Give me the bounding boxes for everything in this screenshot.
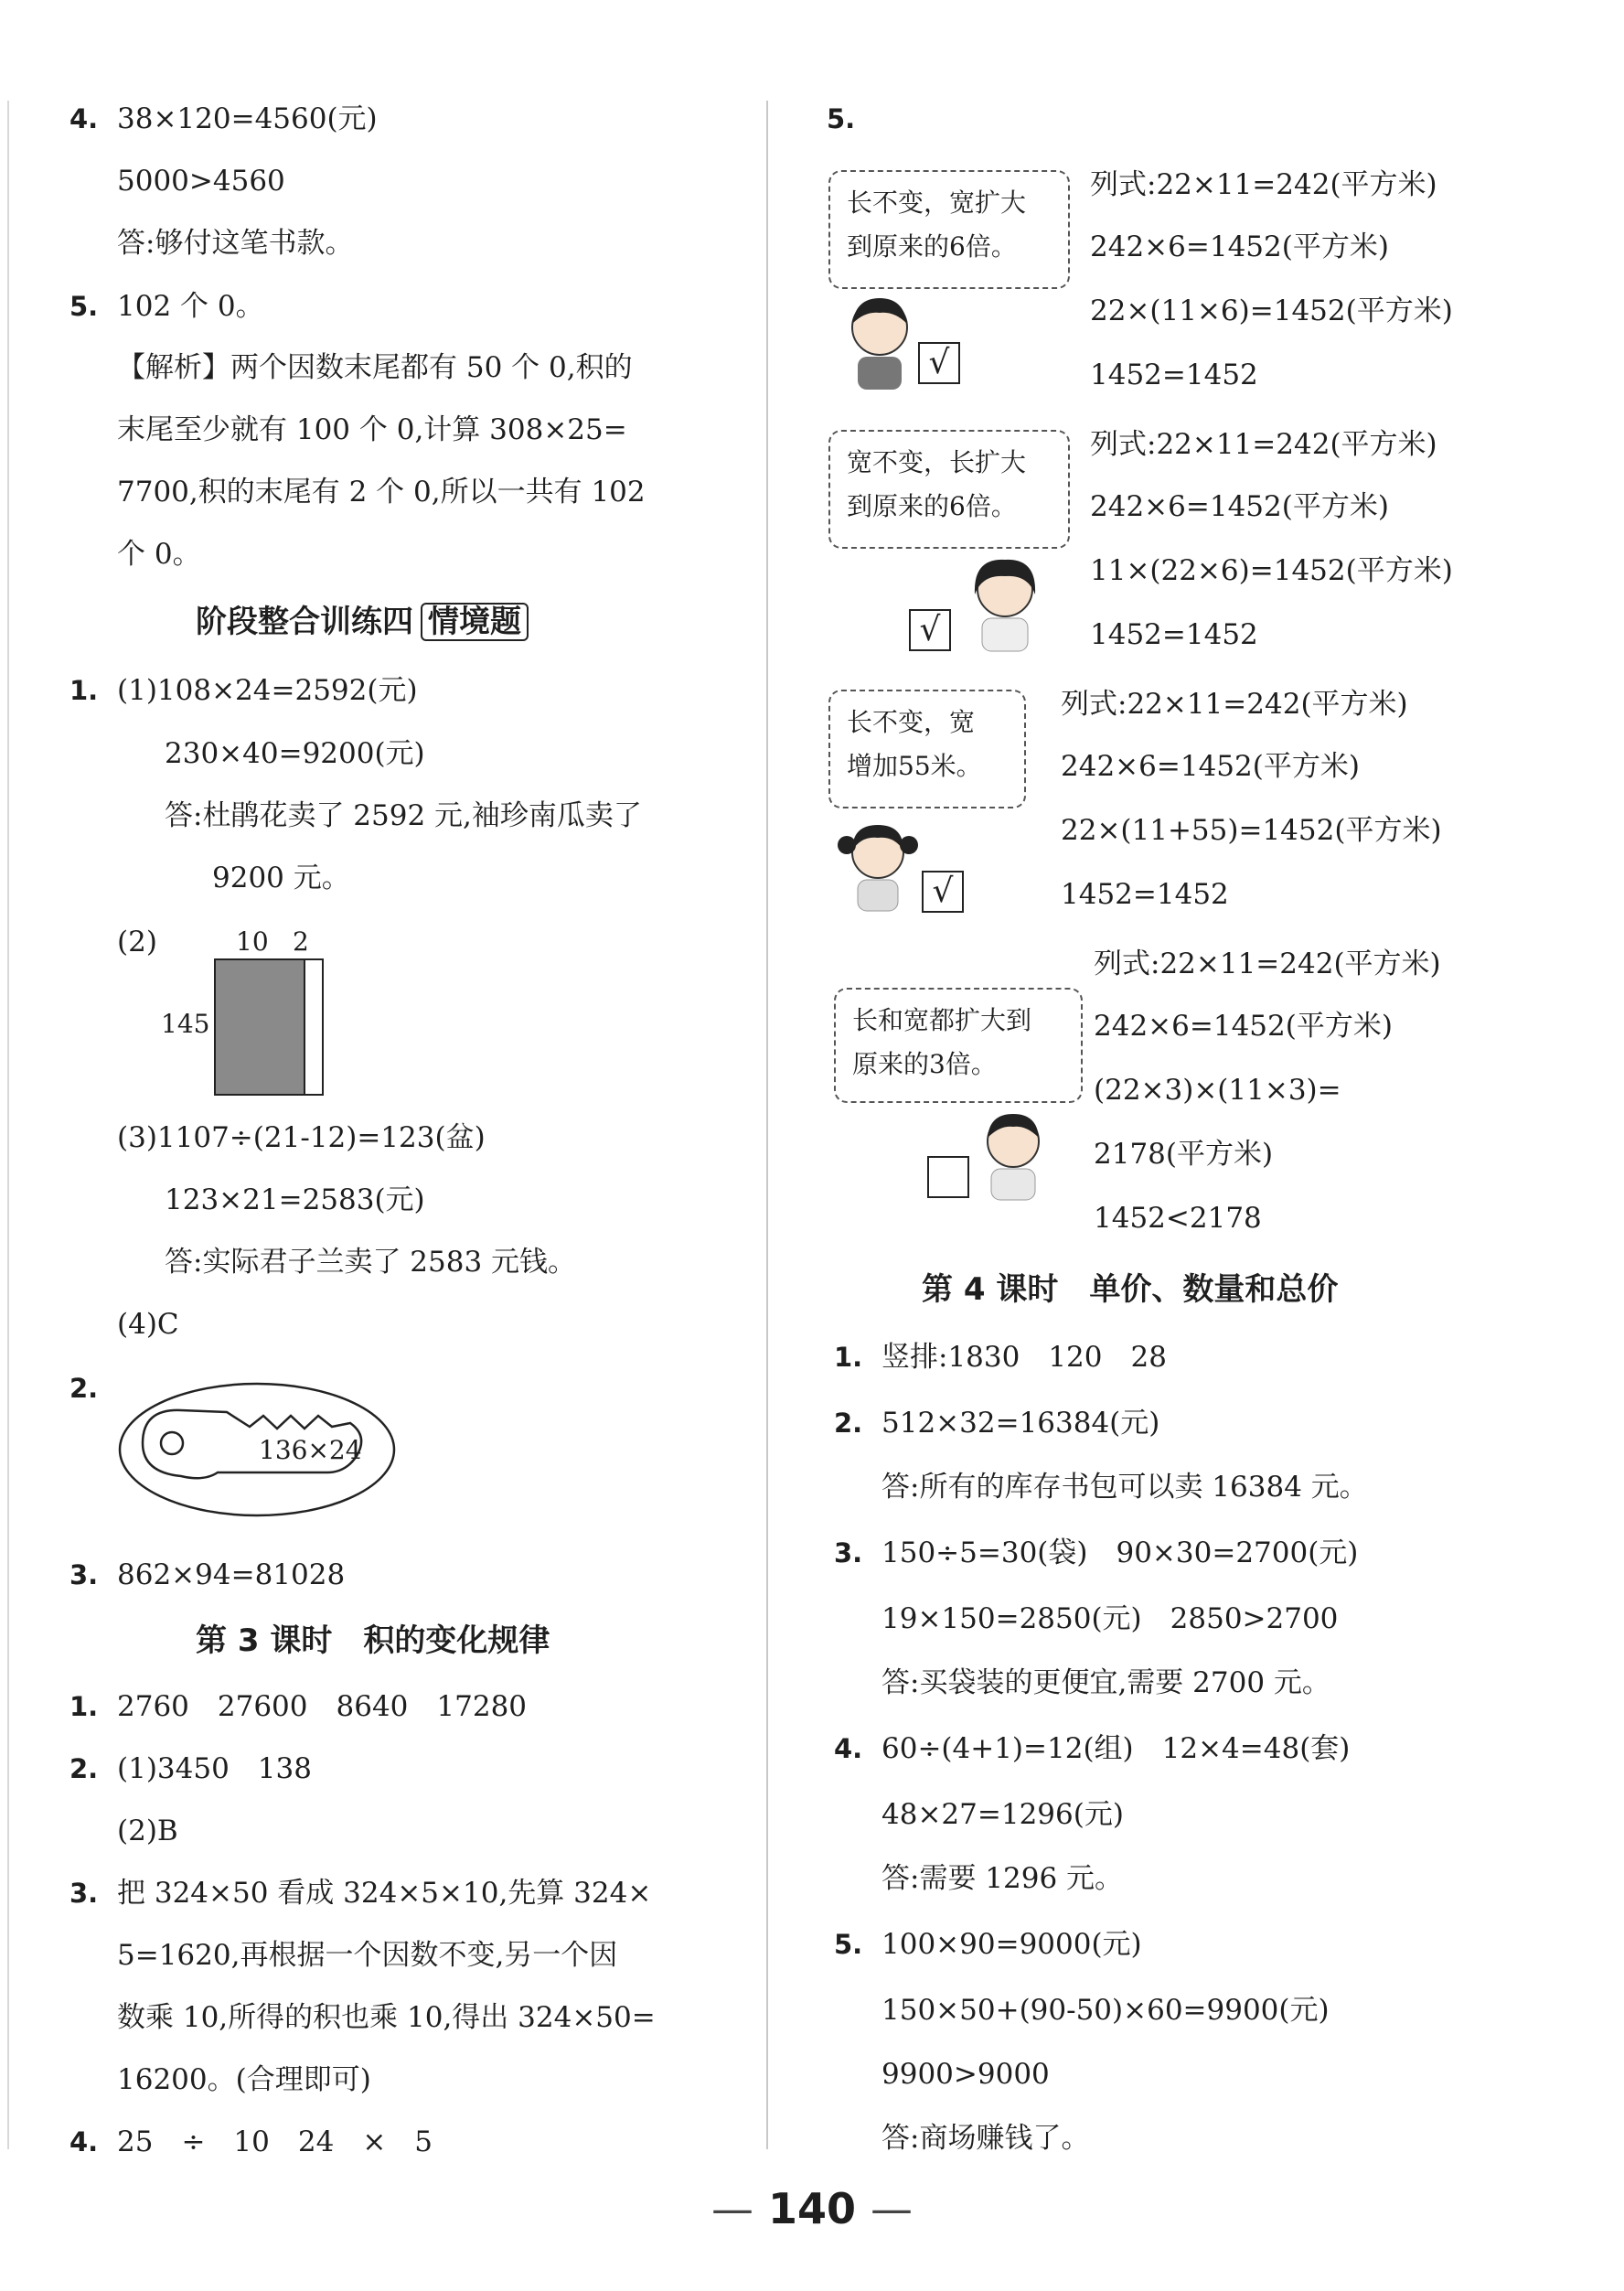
- formula-line: 1452<2178: [1094, 1202, 1262, 1235]
- item-number: 4.: [69, 2126, 99, 2157]
- section-heading: 第 4 课时 单价、数量和总价: [922, 1271, 1339, 1308]
- item-number: 3.: [69, 1559, 99, 1590]
- item-number: 1.: [69, 1691, 99, 1722]
- answer-line: 512×32=16384(元): [881, 1407, 1160, 1440]
- analysis-line: 末尾至少就有 100 个 0,计算 308×25=: [117, 413, 627, 446]
- answer-line: (4)C: [117, 1308, 179, 1341]
- formula-line: 1452=1452: [1090, 618, 1258, 651]
- item-number: 3.: [69, 1878, 99, 1909]
- boy-avatar-icon: [975, 1103, 1052, 1204]
- white-rectangle: [304, 958, 324, 1096]
- item-number: 4.: [69, 103, 99, 134]
- sub-label: (2): [117, 926, 157, 958]
- item-number: 1.: [834, 1342, 863, 1373]
- page-dash: —: [871, 2184, 914, 2233]
- item-number: 3.: [834, 1537, 863, 1568]
- formula-line: 242×6=1452(平方米): [1090, 490, 1389, 523]
- answer-line: 数乘 10,所得的积也乘 10,得出 324×50=: [117, 2001, 656, 2034]
- item-number: 4.: [834, 1733, 863, 1764]
- section-title: 阶段整合训练四: [196, 604, 413, 640]
- boy-avatar-icon: [843, 289, 916, 391]
- girl-avatar-icon: [834, 814, 922, 915]
- formula-line: 列式:22×11=242(平方米): [1090, 428, 1437, 461]
- page-margin-line: [7, 101, 9, 2149]
- bubble-line: 增加55米。: [847, 751, 982, 781]
- answer-line: 答:够付这笔书款。: [117, 227, 354, 260]
- speech-bubble: [834, 988, 1083, 1103]
- figure-label-top: 10: [236, 926, 269, 957]
- answer-line: 9900>9000: [881, 2058, 1050, 2091]
- formula-line: 1452=1452: [1061, 878, 1229, 911]
- key-figure: [117, 1381, 397, 1518]
- answer-line: 60÷(4+1)=12(组) 12×4=48(套): [881, 1732, 1351, 1765]
- item-number: 2.: [69, 1373, 99, 1404]
- answer-line: 102 个 0。: [117, 290, 264, 323]
- formula-line: 22×(11×6)=1452(平方米): [1090, 294, 1453, 327]
- answer-line: 答:商场赚钱了。: [881, 2122, 1090, 2155]
- answer-line: 答:杜鹃花卖了 2592 元,袖珍南瓜卖了: [165, 799, 642, 832]
- speech-bubble: [828, 430, 1070, 549]
- bubble-line: 原来的3倍。: [852, 1049, 997, 1079]
- answer-line: 答:需要 1296 元。: [881, 1862, 1124, 1895]
- analysis-line: 7700,积的末尾有 2 个 0,所以一共有 102: [117, 476, 646, 509]
- page-dash: —: [710, 2184, 753, 2233]
- item-number: 5.: [69, 291, 99, 322]
- formula-line: 列式:22×11=242(平方米): [1094, 947, 1441, 980]
- speech-bubble: [828, 690, 1026, 808]
- item-number: 2.: [834, 1408, 863, 1439]
- figure-label-left: 145: [161, 1009, 210, 1039]
- answer-line: 123×21=2583(元): [165, 1183, 425, 1216]
- answer-line: 150×50+(90-50)×60=9900(元): [881, 1994, 1330, 2027]
- page-number: [0, 2181, 1624, 2236]
- column-divider: [766, 101, 768, 2149]
- formula-line: 列式:22×11=242(平方米): [1090, 168, 1437, 201]
- answer-line: 230×40=9200(元): [165, 737, 425, 770]
- bubble-line: 宽不变，长扩大: [847, 447, 1027, 477]
- answer-line: 把 324×50 看成 324×5×10,先算 324×: [117, 1877, 652, 1910]
- answer-line: 9200 元。: [212, 862, 350, 894]
- answer-line: (3)1107÷(21-12)=123(盆): [117, 1121, 486, 1154]
- answer-line: 16200。(合理即可): [117, 2063, 371, 2096]
- answer-line: 100×90=9000(元): [881, 1928, 1142, 1961]
- answer-line: 2760 27600 8640 17280: [117, 1690, 528, 1723]
- formula-line: 242×6=1452(平方米): [1061, 750, 1360, 783]
- formula-line: 2178(平方米): [1094, 1138, 1274, 1171]
- formula-line: 11×(22×6)=1452(平方米): [1090, 554, 1453, 587]
- section-heading: 第 3 课时 积的变化规律: [196, 1622, 550, 1659]
- answer-line: 48×27=1296(元): [881, 1798, 1124, 1831]
- bubble-line: 到原来的6倍。: [847, 231, 1017, 262]
- formula-line: 242×6=1452(平方米): [1090, 230, 1389, 263]
- bubble-line: 到原来的6倍。: [847, 491, 1017, 521]
- answer-line: 答:买袋装的更便宜,需要 2700 元。: [881, 1666, 1330, 1699]
- formula-line: 列式:22×11=242(平方米): [1061, 688, 1408, 721]
- section-tag: 情境题: [421, 603, 529, 641]
- answer-line: 862×94=81028: [117, 1558, 346, 1591]
- shaded-rectangle: [214, 958, 305, 1096]
- answer-line: (1)3450 138: [117, 1752, 312, 1785]
- answer-line: 5000>4560: [117, 165, 285, 198]
- check-box: √: [909, 609, 951, 651]
- answer-line: 38×120=4560(元): [117, 102, 378, 135]
- analysis-line: 个 0。: [117, 538, 201, 571]
- answer-line: (2)B: [117, 1815, 178, 1847]
- figure-label-top: 2: [293, 926, 309, 957]
- answer-line: 竖排:1830 120 28: [881, 1341, 1167, 1374]
- bubble-line: 长不变，宽: [847, 707, 976, 737]
- answer-line: (1)108×24=2592(元): [117, 674, 418, 707]
- answer-line: 19×150=2850(元) 2850>2700: [881, 1602, 1339, 1635]
- answer-line: 答:所有的库存书包可以卖 16384 元。: [881, 1471, 1368, 1504]
- item-number: 2.: [69, 1753, 99, 1784]
- check-box: √: [918, 342, 960, 384]
- item-number: 1.: [69, 675, 99, 706]
- answer-line: 25 ÷ 10 24 × 5: [117, 2125, 433, 2158]
- item-number: 5.: [834, 1929, 863, 1960]
- formula-line: 22×(11+55)=1452(平方米): [1061, 814, 1442, 847]
- bubble-line: 长和宽都扩大到: [852, 1005, 1032, 1035]
- formula-line: 1452=1452: [1090, 359, 1258, 391]
- page-number-value: 140: [767, 2184, 857, 2233]
- check-box: [927, 1156, 969, 1198]
- answer-line: 答:实际君子兰卖了 2583 元钱。: [165, 1246, 577, 1279]
- area-figure: [155, 924, 329, 1097]
- bubble-line: 长不变，宽扩大: [847, 187, 1027, 218]
- key-label: 136×24: [259, 1435, 362, 1465]
- check-box: √: [922, 871, 964, 913]
- formula-line: 242×6=1452(平方米): [1094, 1010, 1393, 1043]
- girl-avatar-icon: [964, 549, 1046, 655]
- analysis-line: 【解析】两个因数末尾都有 50 个 0,积的: [117, 351, 633, 384]
- answer-line: 150÷5=30(袋) 90×30=2700(元): [881, 1536, 1359, 1569]
- answer-line: 5=1620,再根据一个因数不变,另一个因: [117, 1939, 618, 1972]
- section-heading: [196, 602, 529, 642]
- formula-line: (22×3)×(11×3)=: [1094, 1074, 1341, 1107]
- item-number: 5.: [827, 103, 856, 134]
- speech-bubble: [828, 170, 1070, 289]
